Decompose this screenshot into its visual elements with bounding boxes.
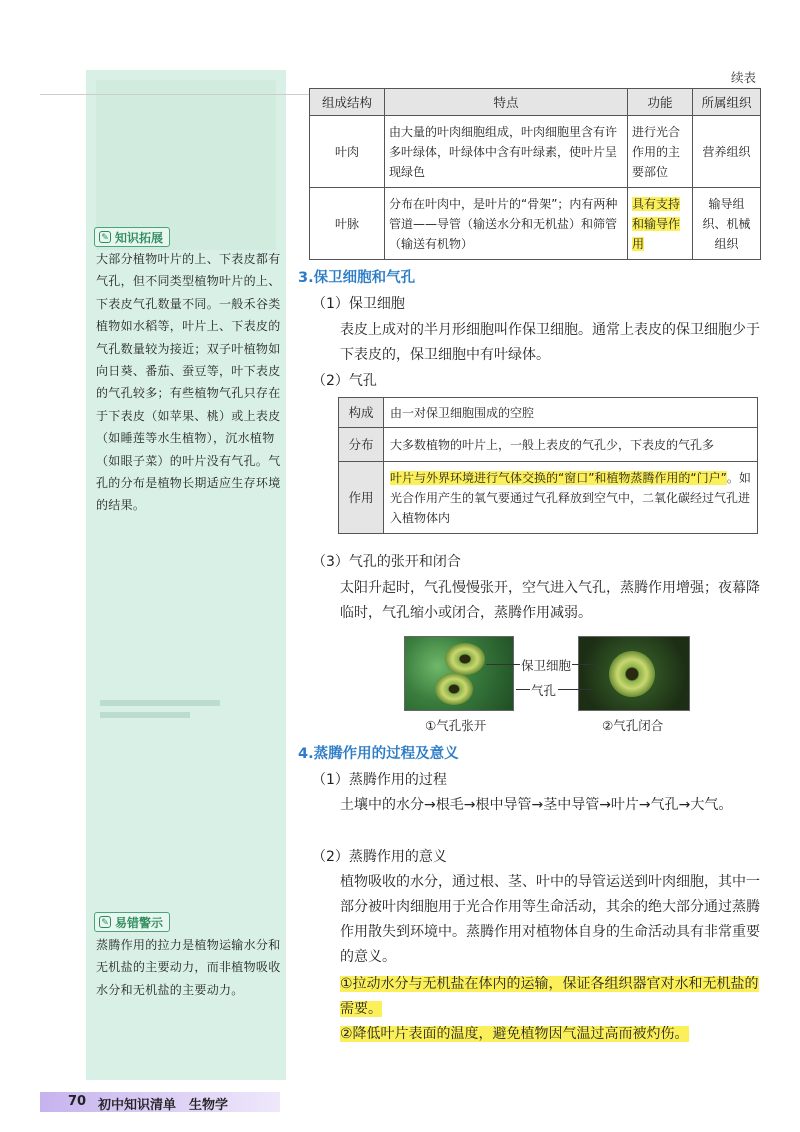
highlight-text: 叶片与外界环境进行气体交换的“窗口”和植物蒸腾作用的“门户” — [390, 470, 727, 485]
page-number: 70 — [68, 1094, 87, 1109]
subsection-title: （3）气孔的张开和闭合 — [312, 554, 461, 570]
tag-label: 易错警示 — [115, 915, 164, 930]
row-label: 作用 — [339, 462, 384, 534]
stoma-label: 气孔 — [531, 683, 557, 698]
highlight-text: ②降低叶片表面的温度，避免植物因气温过高而被灼伤。 — [340, 1026, 689, 1042]
highlight-text: ①拉动水分与无机盐在体内的运输，保证各组织器官对水和无机盐的需要。 — [340, 976, 759, 1017]
caption-closed: ②气孔闭合 — [602, 718, 664, 733]
section-4-title: 4.蒸腾作用的过程及意义 — [298, 746, 459, 762]
tissue-cell: 营养组织 — [693, 116, 761, 188]
transpiration-significance-text: 植物吸收的水分，通过根、茎、叶中的导管运送到叶肉细胞，其中一部分被叶肉细胞用于光合作用等生命活动，其余的绝大部分通过蒸腾作用散失到环境中。蒸腾作用对植物体自身的生命活动具有非常重要的意义。 — [340, 874, 760, 965]
ghost-line — [100, 712, 190, 718]
subsection-title: （2）气孔 — [312, 373, 377, 389]
row-text: 由一对保卫细胞围成的空腔 — [384, 398, 758, 428]
stoma-icon — [435, 673, 473, 705]
knowledge-extension-tag — [94, 227, 170, 247]
stoma-icon — [445, 643, 485, 675]
table-header: 组成结构 — [310, 89, 385, 116]
function-cell — [628, 188, 693, 260]
guard-cell-text: 表皮上成对的半月形细胞叫作保卫细胞。通常上表皮的保卫细胞少于下表皮的，保卫细胞中有叶绿体。 — [340, 322, 760, 363]
subsection-title: （1）蒸腾作用的过程 — [312, 772, 447, 788]
guard-cell-label: 保卫细胞 — [521, 658, 572, 673]
table-header: 所属组织 — [693, 89, 761, 116]
stoma-open-close-text: 太阳升起时，气孔慢慢张开，空气进入气孔，蒸腾作用增强；夜幕降临时，气孔缩小或闭合，蒸腾作用减弱。 — [340, 580, 760, 621]
highlight-text: 具有支持和输导作用 — [632, 196, 681, 251]
feature-cell: 分布在叶肉中，是叶片的“骨架”；内有两种管道——导管（输送水分和无机盐）和筛管（输送有机物） — [385, 188, 628, 260]
caption-open: ①气孔张开 — [425, 718, 487, 733]
table-header: 功能 — [628, 89, 693, 116]
table-row — [310, 116, 761, 188]
leaf-structure-table — [309, 88, 761, 260]
stoma-table — [338, 397, 758, 534]
tag-label: 知识拓展 — [115, 230, 164, 245]
pointer-line — [572, 664, 600, 665]
subsection-title: （1）保卫细胞 — [312, 296, 405, 312]
note-icon: ✎ — [99, 231, 111, 243]
point-1 — [340, 972, 760, 1022]
structure-cell: 叶肉 — [310, 116, 385, 188]
row-label: 构成 — [339, 398, 384, 428]
knowledge-extension-text: 大部分植物叶片的上、下表皮都有气孔，但不同类型植物叶片的上、下表皮气孔数量不同。一般禾谷类植物如水稻等，叶片上、下表皮的气孔数量较为接近；双子叶植物如向日葵、番茄、蚕豆等，叶下表皮的气孔较多；有些植物气孔只存在于下表皮（如苹果、桃）或上表皮（如睡莲等水生植物），沉水植物（如眼子菜）的叶片没有气孔。气孔的分布是植物长期适应生存环境的结果。 — [96, 252, 281, 513]
structure-cell: 叶脉 — [310, 188, 385, 260]
sidebar-ghost-image — [96, 80, 276, 250]
book-title: 初中知识清单 生物学 — [98, 1098, 229, 1113]
row-text: 大多数植物的叶片上，一般上表皮的气孔少，下表皮的气孔多 — [384, 428, 758, 462]
common-mistake-tag — [94, 912, 170, 932]
subsection-title: （2）蒸腾作用的意义 — [312, 849, 447, 865]
point-2 — [340, 1022, 760, 1047]
row-label: 分布 — [339, 428, 384, 462]
pointer-line — [486, 664, 520, 665]
table-row — [310, 188, 761, 260]
function-cell: 进行光合作用的主要部位 — [628, 116, 693, 188]
table-row — [339, 462, 758, 534]
stoma-open-photo — [404, 636, 514, 711]
ghost-line — [100, 700, 220, 706]
stoma-closed-photo — [578, 636, 690, 711]
common-mistake-text: 蒸腾作用的拉力是植物运输水分和无机盐的主要动力，而非植物吸收水分和无机盐的主要动力。 — [96, 938, 281, 997]
section-3-title: 3.保卫细胞和气孔 — [298, 270, 416, 286]
note-icon: ✎ — [99, 916, 111, 928]
tissue-cell: 输导组织、机械组织 — [693, 188, 761, 260]
transpiration-process-text: 土壤中的水分→根毛→根中导管→茎中导管→叶片→气孔→大气。 — [340, 797, 733, 813]
row-text — [384, 462, 758, 534]
table-row — [339, 398, 758, 428]
table-header: 特点 — [385, 89, 628, 116]
pointer-line — [516, 689, 530, 690]
row-text-rest: 。如光合作用产生的氧气要通过气孔释放到空气中，二氧化碳经过气孔进入植物体内 — [390, 470, 751, 525]
pointer-line — [558, 689, 592, 690]
feature-cell: 由大量的叶肉细胞组成，叶肉细胞里含有许多叶绿体，叶绿体中含有叶绿素，使叶片呈现绿色 — [385, 116, 628, 188]
stoma-icon — [609, 651, 655, 697]
table-row — [339, 428, 758, 462]
continued-label: 续表 — [730, 70, 756, 85]
